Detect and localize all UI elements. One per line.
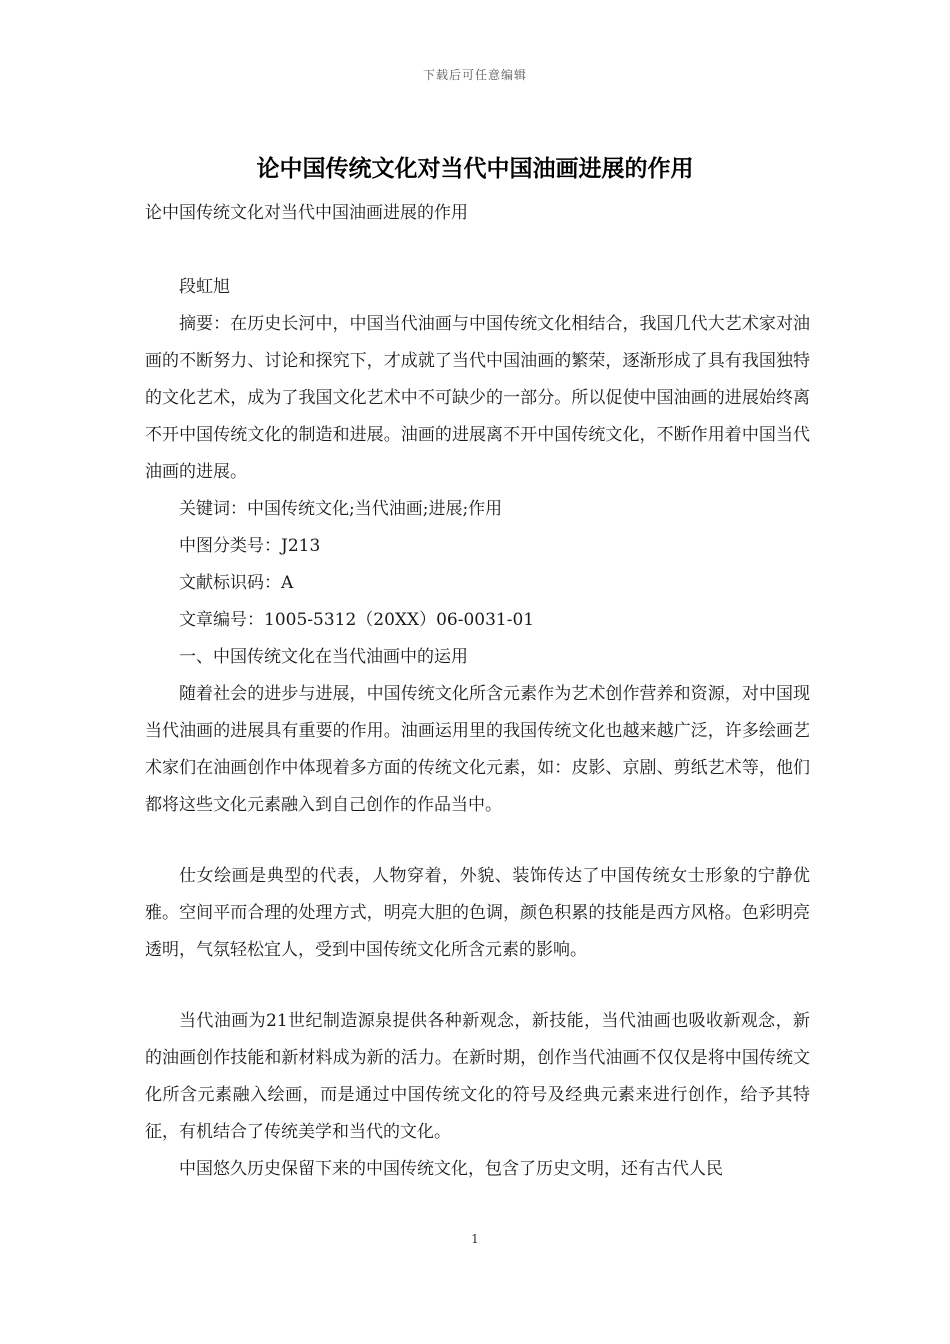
classification-line: 中图分类号：J213 [179,536,321,556]
page-number: 1 [471,1232,479,1246]
spacer [145,969,810,1003]
document-subtitle: 论中国传统文化对当代中国油画进展的作用 [145,203,468,223]
body-paragraph: 仕女绘画是典型的代表，人物穿着，外貌、装饰传达了中国传统女士形象的宁静优雅。空间平而合理的处理方式，明亮大胆的色调，颜色积累的技能是西方风格。色彩明亮透明，气氛轻松宜人，受到中国传统文化所含元素的影响。 [145,866,810,960]
document-title: 论中国传统文化对当代中国油画进展的作用 [256,155,694,182]
doc-code-line: 文献标识码：A [179,573,294,593]
article-number-line: 文章编号：1005-5312（20XX）06-0031-01 [179,610,535,630]
spacer [145,824,810,858]
section-heading: 一、中国传统文化在当代油画中的运用 [179,647,468,667]
keywords-line: 关键词：中国传统文化;当代油画;进展;作用 [179,499,503,519]
body-paragraph: 当代油画为21世纪制造源泉提供各种新观念，新技能，当代油画也吸收新观念，新的油画创作技能和新材料成为新的活力。在新时期，创作当代油画不仅仅是将中国传统文化所含元素融入绘画，而是通过中国传统文化的符号及经典元素来进行创作，给予其特征，有机结合了传统美学和当代的文化。 [145,1011,810,1142]
body-paragraph: 中国悠久历史保留下来的中国传统文化，包含了历史文明，还有古代人民 [179,1159,723,1179]
author-name: 段虹旭 [179,277,230,297]
document-body [145,195,810,1188]
abstract-paragraph: 摘要：在历史长河中，中国当代油画与中国传统文化相结合，我国几代大艺术家对油画的不断努力、讨论和探究下，才成就了当代中国油画的繁荣，逐渐形成了具有我国独特的文化艺术，成为了我国文化艺术中不可缺少的一部分。所以促使中国油画的进展始终离不开中国传统文化的制造和进展。油画的进展离不开中国传统文化，不断作用着中国当代油画的进展。 [145,314,810,482]
header-note: 下载后可任意编辑 [422,68,527,82]
spacer [145,232,810,269]
body-paragraph: 随着社会的进步与进展，中国传统文化所含元素作为艺术创作营养和资源，对中国现当代油画的进展具有重要的作用。油画运用里的我国传统文化也越来越广泛，许多绘画艺术家们在油画创作中体现着多方面的传统文化元素，如：皮影、京剧、剪纸艺术等，他们都将这些文化元素融入到自己创作的作品当中。 [145,684,810,815]
